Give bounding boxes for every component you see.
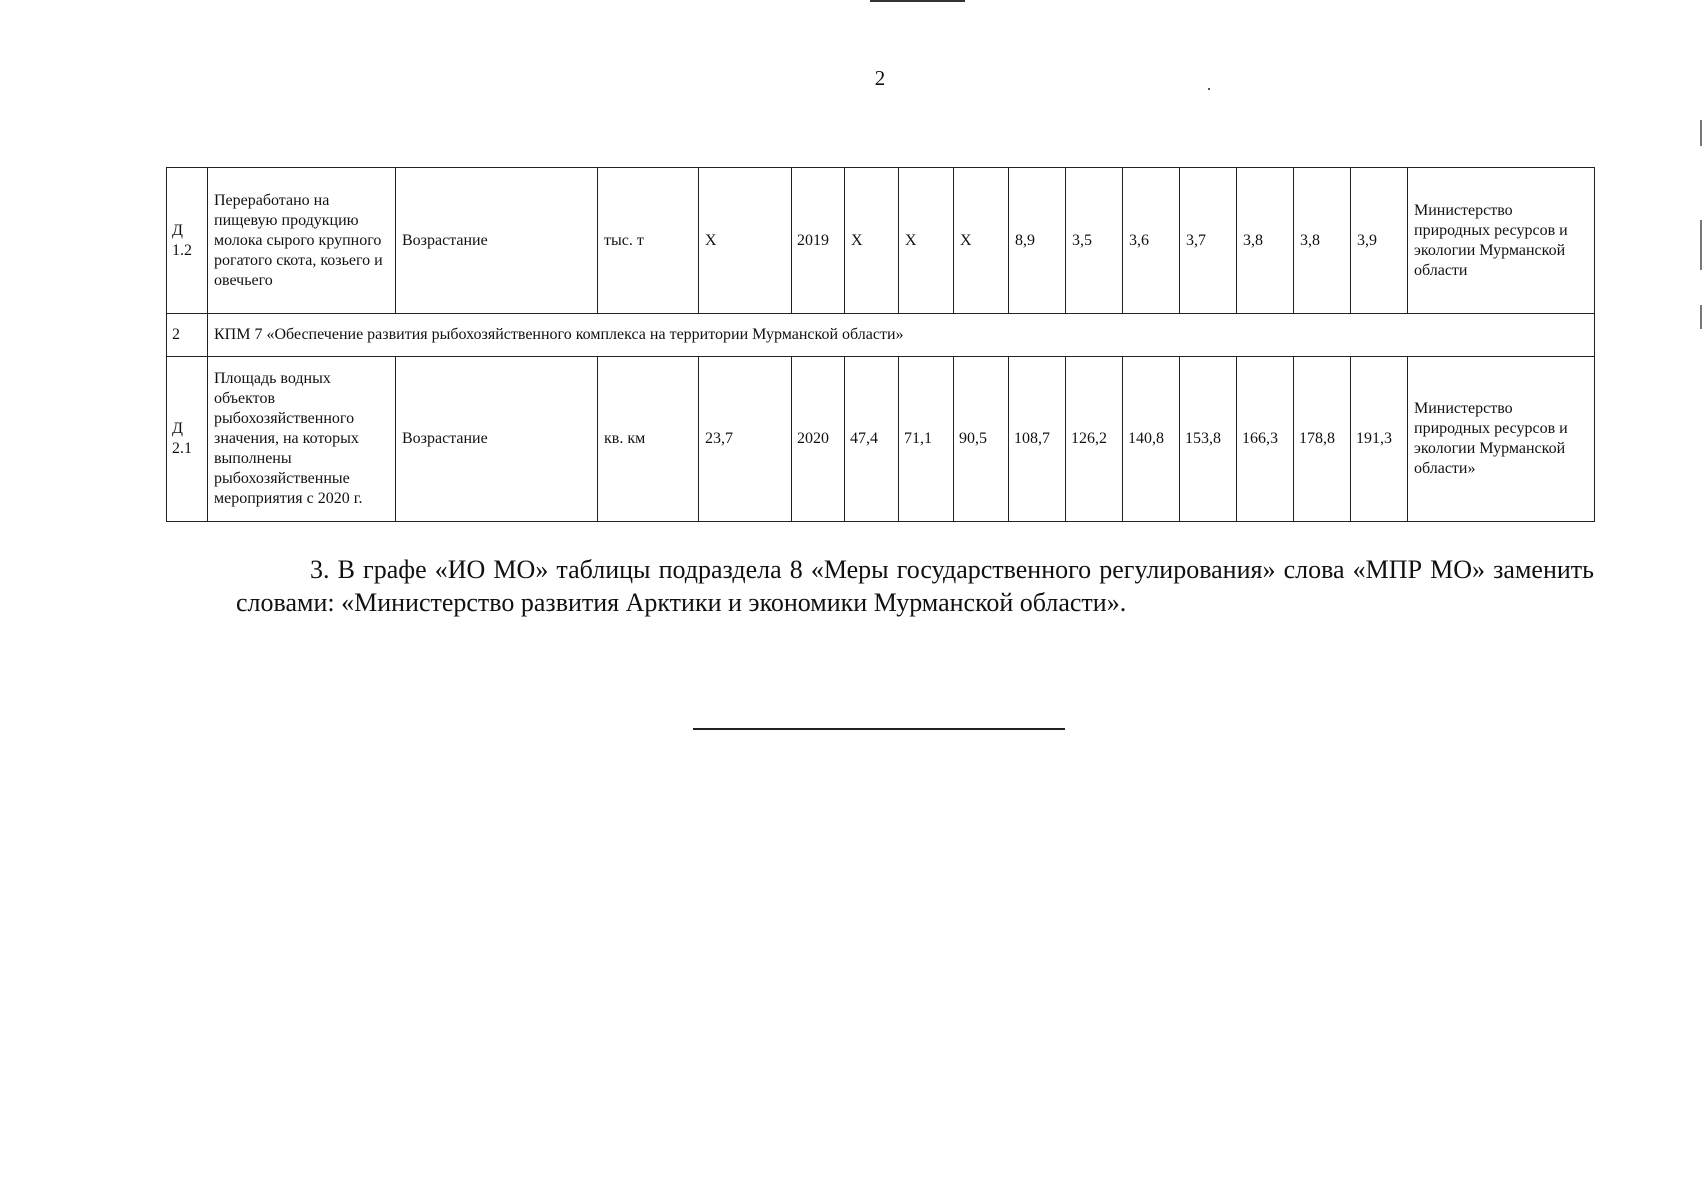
- year-value: 3,7: [1180, 168, 1237, 314]
- responsible-body: Министерство природных ресурсов и экологии Мурманской области: [1408, 168, 1595, 314]
- base-year: 2020: [792, 357, 845, 522]
- year-value: Х: [845, 168, 899, 314]
- year-value: 140,8: [1123, 357, 1180, 522]
- year-value: Х: [954, 168, 1009, 314]
- indicator-trend: Возрастание: [396, 357, 598, 522]
- base-value: 23,7: [699, 357, 792, 522]
- row-code: Д 1.2: [167, 168, 208, 314]
- base-value: Х: [699, 168, 792, 314]
- scan-edge-mark: [1700, 305, 1702, 329]
- indicator-trend: Возрастание: [396, 168, 598, 314]
- year-value: Х: [899, 168, 954, 314]
- table-row: [167, 314, 1595, 357]
- year-value: 3,9: [1351, 168, 1408, 314]
- year-value: 3,8: [1237, 168, 1294, 314]
- row-code: 2: [167, 314, 208, 357]
- year-value: 126,2: [1066, 357, 1123, 522]
- header-rule: [870, 0, 965, 2]
- indicators-table: [166, 167, 1595, 522]
- scan-edge-mark: [1700, 120, 1702, 146]
- section-title: КПМ 7 «Обеспечение развития рыбохозяйственного комплекса на территории Мурманской области»: [208, 314, 1595, 357]
- year-value: 153,8: [1180, 357, 1237, 522]
- year-value: 3,6: [1123, 168, 1180, 314]
- year-value: 108,7: [1009, 357, 1066, 522]
- year-value: 166,3: [1237, 357, 1294, 522]
- row-code: Д 2.1: [167, 357, 208, 522]
- year-value: 71,1: [899, 357, 954, 522]
- indicator-name: Переработано на пищевую продукцию молока сырого крупного рогатого скота, козьего и овечьего: [208, 168, 396, 314]
- indicator-name: Площадь водных объектов рыбохозяйственного значения, на которых выполнены рыбохозяйственные мероприятия с 2020 г.: [208, 357, 396, 522]
- page-number: 2: [874, 66, 886, 90]
- year-value: 3,5: [1066, 168, 1123, 314]
- year-value: 178,8: [1294, 357, 1351, 522]
- table-row: [167, 357, 1595, 522]
- year-value: 90,5: [954, 357, 1009, 522]
- scan-speck: [1208, 88, 1210, 90]
- amendment-paragraph: 3. В графе «ИО МО» таблицы подраздела 8 «Меры государственного регулирования» слова «МПР МО» заменить словами: «Министерство развития Арктики и экономики Мурманской области».: [236, 555, 1594, 617]
- indicator-unit: тыс. т: [598, 168, 699, 314]
- responsible-body: Министерство природных ресурсов и экологии Мурманской области»: [1408, 357, 1595, 522]
- closing-rule: [693, 728, 1065, 730]
- year-value: 3,8: [1294, 168, 1351, 314]
- year-value: 47,4: [845, 357, 899, 522]
- year-value: 191,3: [1351, 357, 1408, 522]
- base-year: 2019: [792, 168, 845, 314]
- indicator-unit: кв. км: [598, 357, 699, 522]
- year-value: 8,9: [1009, 168, 1066, 314]
- scan-edge-mark: [1700, 220, 1702, 270]
- table-row: [167, 168, 1595, 314]
